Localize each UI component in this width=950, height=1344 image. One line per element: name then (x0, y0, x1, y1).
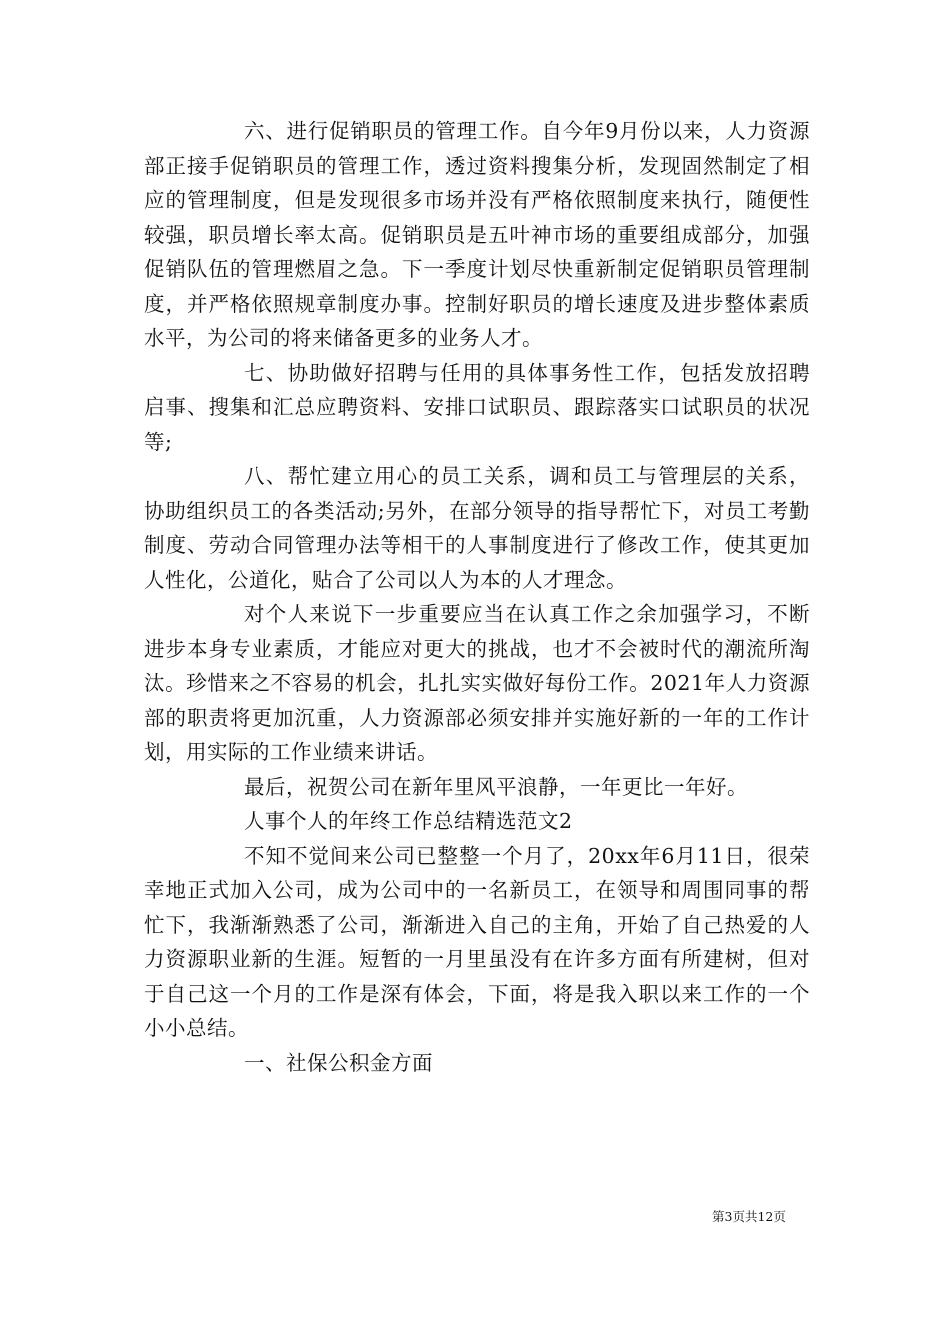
document-body (144, 114, 810, 1080)
section-heading-social-security: 一、社保公积金方面 (244, 1050, 433, 1075)
paragraph-recruitment: 七、协助做好招聘与任用的具体事务性工作，包括发放招聘启事、搜集和汇总应聘资料、安排口试职员、跟踪落实口试职员的状况等; (144, 360, 810, 454)
paragraph-personal-outlook: 对个人来说下一步重要应当在认真工作之余加强学习，不断进步本身专业素质，才能应对更大的挑战，也才不会被时代的潮流所淘汰。珍惜来之不容易的机会，扎扎实实做好每份工作。2021年人力资源部的职责将更加沉重，人力资源部必须安排并实施好新的一年的工作计划，用实际的工作业绩来讲话。 (144, 602, 810, 764)
paragraph-employee-relations: 八、帮忙建立用心的员工关系，调和员工与管理层的关系，协助组织员工的各类活动;另外，在部分领导的指导帮忙下，对员工考勤制度、劳动合同管理办法等相干的人事制度进行了修改工作，使其更加人性化，公道化，贴合了公司以人为本的人才理念。 (144, 464, 810, 592)
paragraph-closing-wishes: 最后，祝贺公司在新年里风平浪静，一年更比一年好。 (244, 774, 748, 799)
page-number-footer: 第3页共12页 (712, 1209, 786, 1224)
section-title-sample-2: 人事个人的年终工作总结精选范文2 (244, 809, 573, 833)
paragraph-promotion-staff: 六、进行促销职员的管理工作。自今年9月份以来，人力资源部正接手促销职员的管理工作，透过资料搜集分析，发现固然制定了相应的管理制度，但是发现很多市场并没有严格依照制度来执行，随便性较强，职员增长率太高。促销职员是五叶神市场的重要组成部分，加强促销队伍的管理燃眉之急。下一季度计划尽快重新制定促销职员管理制度，并严格依照规章制度办事。控制好职员的增长速度及进步整体素质水平，为公司的将来储备更多的业务人才。 (144, 119, 810, 350)
paragraph-first-month: 不知不觉间来公司已整整一个月了，20xx年6月11日，很荣幸地正式加入公司，成为公司中的一名新员工，在领导和周围同事的帮忙下，我渐渐熟悉了公司，渐渐进入自己的主角，开始了自己热爱的人力资源职业新的生涯。短暂的一月里虽没有在许多方面有所建树，但对于自己这一个月的工作是深有体会，下面，将是我入职以来工作的一个小小总结。 (144, 843, 810, 1040)
